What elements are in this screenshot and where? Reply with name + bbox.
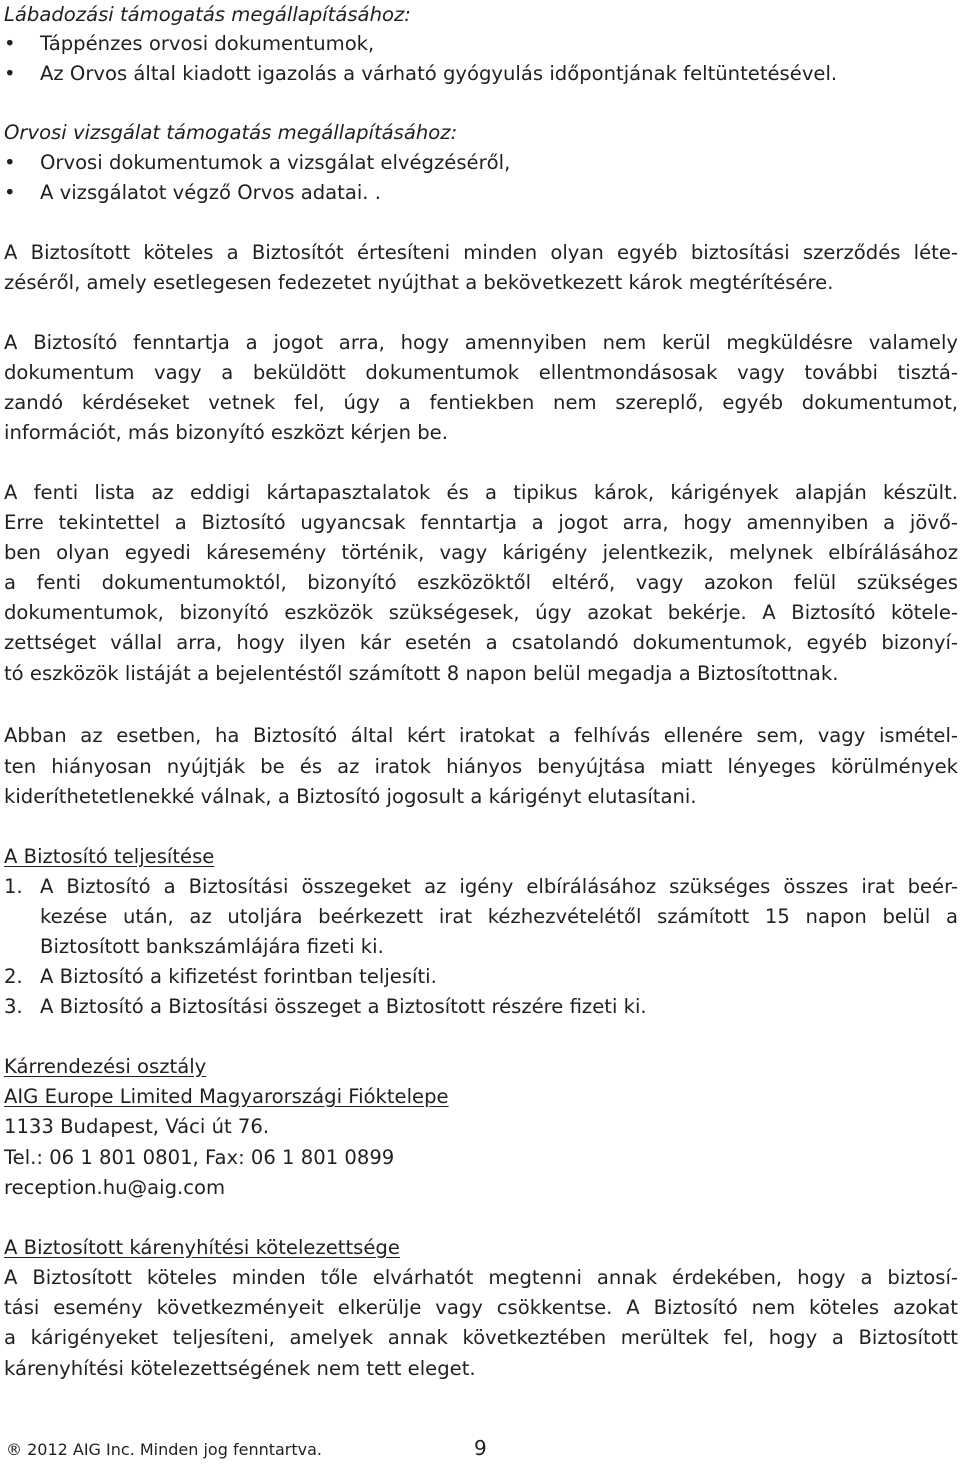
paragraph-line: ben olyan egyedi káresemény történik, vagy kárigény jelentkezik, melynek elbírálásához	[4, 541, 958, 564]
bullet-icon: •	[4, 32, 16, 55]
email: reception.hu@aig.com	[4, 1176, 226, 1199]
bullet-icon: •	[4, 181, 16, 204]
paragraph-line: zéséről, amely esetlegesen fedezetet nyújthat a bekövetkezett károk megtérítésére.	[4, 271, 834, 294]
page-number: 9	[474, 1436, 487, 1460]
performance-heading: A Biztosító teljesítése	[4, 845, 215, 868]
bullet-icon: •	[4, 151, 16, 174]
paragraph-line: a fenti dokumentumoktól, bizonyító eszközöktől eltérő, vagy azokon felül szükséges	[4, 571, 958, 594]
paragraph-line: dokumentum vagy a beküldött dokumentumok ellentmondásosak vagy további tisztá-	[4, 361, 958, 384]
bullet-icon: •	[4, 62, 16, 85]
phone-fax: Tel.: 06 1 801 0801, Fax: 06 1 801 0899	[4, 1146, 395, 1169]
claims-dept-heading: Kárrendezési osztály	[4, 1055, 207, 1078]
medical-support-heading: Lábadozási támogatás megállapításához:	[4, 3, 411, 26]
paragraph-line: dokumentumok, bizonyító eszközök szükségesek, úgy azokat bekérje. A Biztosító kötele-	[4, 601, 958, 624]
numbered-item: 1. A Biztosító a Biztosítási összegeket az igény elbírálásához szükséges összes irat beér-	[4, 875, 958, 898]
numbered-item-cont: Biztosított bankszámlájára fizeti ki.	[40, 935, 384, 958]
paragraph-line: A Biztosító fenntartja a jogot arra, hogy amennyiben nem kerül megküldésre valamely	[4, 331, 958, 354]
exam-support-heading: Orvosi vizsgálat támogatás megállapításához:	[4, 121, 458, 144]
paragraph-line: A Biztosított köteles minden tőle elvárhatót megtenni annak érdekében, hogy a biztosí-	[4, 1266, 958, 1289]
paragraph-line: zettséget vállal arra, hogy ilyen kár esetén a csatolandó dokumentumok, egyéb bizonyí-	[4, 631, 958, 654]
paragraph-line: ten hiányosan nyújtják be és az iratok hiányos benyújtása miatt lényeges körülmények	[4, 755, 958, 778]
paragraph-line: tó eszközök listáját a bejelentéstől számított 8 napon belül megadja a Biztosítottnak.	[4, 662, 839, 685]
paragraph-line: a kárigényeket teljesíteni, amelyek annak következtében merültek fel, hogy a Biztosított	[4, 1326, 958, 1349]
address: 1133 Budapest, Váci út 76.	[4, 1115, 270, 1138]
list-item: • Orvosi dokumentumok a vizsgálat elvégzéséről,	[4, 148, 958, 178]
paragraph-line: információt, más bizonyító eszközt kérjen be.	[4, 421, 448, 444]
paragraph-line: Erre tekintettel a Biztosító ugyancsak fenntartja a jogot arra, hogy amennyiben a jövő-	[4, 511, 958, 534]
list-item: • Az Orvos által kiadott igazolás a várható gyógyulás időpontjának feltüntetésével.	[4, 59, 958, 89]
paragraph-line: A Biztosított köteles a Biztosítót értesíteni minden olyan egyéb biztosítási szerződés léte-	[4, 241, 958, 264]
paragraph-line: kárenyhítési kötelezettségének nem tett eleget.	[4, 1357, 476, 1380]
list-item: • A vizsgálatot végző Orvos adatai. .	[4, 178, 958, 208]
company-name: AIG Europe Limited Magyarországi Fióktelepe	[4, 1085, 449, 1108]
numbered-item: 3. A Biztosító a Biztosítási összeget a Biztosított részére fizeti ki.	[4, 995, 647, 1018]
list-item: • Táppénzes orvosi dokumentumok,	[4, 29, 958, 59]
paragraph-line: Abban az esetben, ha Biztosító által kért iratokat a felhívás ellenére sem, vagy ismétel-	[4, 724, 958, 747]
paragraph-line: A fenti lista az eddigi kártapasztalatok és a tipikus károk, kárigények alapján készült.	[4, 481, 958, 504]
obligation-heading: A Biztosított kárenyhítési kötelezettsége	[4, 1236, 400, 1259]
paragraph-line: kideríthetetlenekké válnak, a Biztosító jogosult a kárigényt elutasítani.	[4, 785, 697, 808]
paragraph-line: tási esemény következményeit elkerülje vagy csökkentse. A Biztosító nem köteles azokat	[4, 1296, 958, 1319]
footer-copyright: ® 2012 AIG Inc. Minden jog fenntartva.	[6, 1440, 323, 1459]
paragraph-line: zandó kérdéseket vetnek fel, úgy a fentiekben nem szereplő, egyéb dokumentumot,	[4, 391, 958, 414]
numbered-item-cont: kezése után, az utoljára beérkezett irat kézhezvételétől számított 15 napon belül a	[40, 905, 958, 928]
numbered-item: 2. A Biztosító a kifizetést forintban teljesíti.	[4, 965, 437, 988]
